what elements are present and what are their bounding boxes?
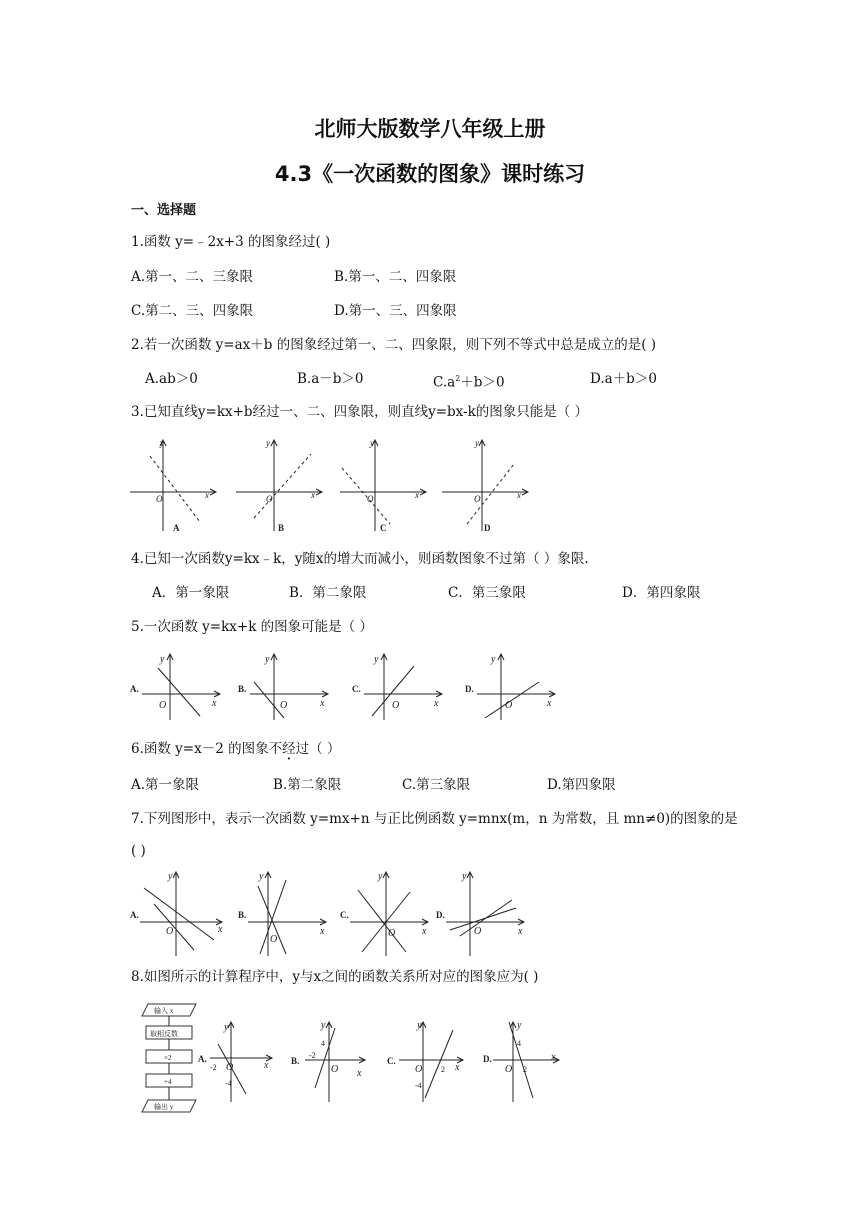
svg-text:O: O — [505, 700, 513, 711]
svg-text:x: x — [212, 698, 217, 709]
svg-text:×2: ×2 — [164, 1054, 172, 1062]
svg-text:y: y — [259, 871, 264, 882]
svg-text:x: x — [517, 490, 521, 500]
q4-option-a: A．第一象限 — [152, 585, 230, 601]
svg-text:y: y — [168, 871, 173, 882]
svg-text:x: x — [311, 490, 315, 500]
q2-option-c: $C.a^2+b>0$ — [433, 374, 505, 391]
svg-text:O: O — [388, 928, 396, 939]
svg-text:x: x — [320, 926, 325, 937]
svg-text:B.: B. — [238, 910, 247, 920]
q1-option-b: B.第一、二、四象限 — [334, 269, 457, 285]
svg-text:A.: A. — [130, 910, 139, 920]
q8-graph-c — [387, 1018, 467, 1104]
svg-text:x: x — [518, 926, 523, 937]
svg-text:-4: -4 — [225, 1079, 232, 1088]
svg-text:取相反数: 取相反数 — [150, 1030, 178, 1038]
q6-option-c: C.第三象限 — [402, 777, 471, 793]
q7-graph-b — [238, 868, 338, 958]
svg-text:x: x — [357, 1068, 362, 1079]
svg-text:-4: -4 — [415, 1081, 422, 1090]
page-title: 北师大版数学八年级上册 — [314, 117, 546, 141]
svg-text:O: O — [392, 700, 400, 711]
svg-text:C.: C. — [387, 1056, 396, 1066]
q8-stem: 8.如图所示的计算程序中，y与x之间的函数关系所对应的图象应为( ) — [131, 969, 539, 985]
svg-text:y: y — [370, 438, 374, 448]
q2-option-d: D.a＋b＞0 — [590, 371, 657, 387]
svg-text:A: A — [173, 523, 180, 533]
q2-option-b: B.a－b＞0 — [297, 371, 364, 387]
q1-stem: 1.函数 y=﹣2x+3 的图象经过( ) — [131, 234, 331, 250]
svg-text:输出 y: 输出 y — [154, 1103, 174, 1111]
svg-text:O: O — [226, 1062, 234, 1073]
svg-text:D.: D. — [436, 910, 445, 920]
svg-text:A.: A. — [198, 1054, 207, 1064]
q6-stem: 6.函数 y=x－2 的图象不经过（ ） — [131, 741, 341, 757]
q6-option-b: B.第二象限 — [273, 777, 342, 793]
q4-option-b: B．第二象限 — [289, 585, 367, 601]
q7-graph-c — [340, 868, 440, 958]
svg-text:C.: C. — [352, 684, 361, 694]
svg-text:y: y — [462, 871, 467, 882]
svg-text:y: y — [265, 654, 270, 665]
q8-graph-a — [198, 1018, 278, 1104]
svg-text:B: B — [278, 523, 285, 533]
q3-graph-a — [130, 436, 225, 534]
q5-stem: 5.一次函数 y=kx+k 的图象可能是（ ） — [131, 619, 373, 635]
svg-text:O: O — [331, 1064, 339, 1075]
svg-text:D.: D. — [483, 1054, 492, 1064]
svg-text:y: y — [491, 654, 496, 665]
q3-graph-b — [236, 436, 331, 534]
svg-text:x: x — [434, 698, 439, 709]
svg-text:O: O — [270, 934, 278, 945]
svg-text:O: O — [415, 1064, 423, 1075]
svg-text:x: x — [264, 1060, 269, 1071]
svg-text:4: 4 — [321, 1039, 325, 1048]
svg-text:y: y — [160, 654, 165, 665]
q6-option-d: D.第四象限 — [547, 777, 616, 793]
svg-text:y: y — [378, 871, 383, 882]
q7-graph-a — [130, 868, 230, 958]
q3-graph-d — [442, 436, 537, 534]
q7-stem-parens: ( ) — [131, 843, 146, 859]
svg-text:x: x — [455, 1062, 460, 1073]
q4-option-c: C．第三象限 — [448, 585, 526, 601]
svg-text:y: y — [224, 1022, 229, 1033]
svg-text:y: y — [475, 438, 479, 448]
q4-option-d: D．第四象限 — [622, 585, 701, 601]
q1-option-c: C.第二、三、四象限 — [131, 303, 254, 319]
svg-text:+4: +4 — [164, 1078, 172, 1086]
svg-text:O: O — [474, 494, 481, 504]
svg-text:x: x — [415, 490, 419, 500]
svg-text:y: y — [517, 1020, 522, 1031]
q1-option-a: A.第一、二、三象限 — [131, 269, 254, 285]
q8-flowchart — [142, 1004, 198, 1118]
svg-text:C: C — [380, 523, 387, 533]
svg-text:O: O — [280, 700, 288, 711]
svg-text:C.: C. — [340, 910, 349, 920]
svg-text:4: 4 — [517, 1039, 521, 1048]
svg-text:2: 2 — [523, 1065, 527, 1074]
svg-text:O: O — [156, 494, 163, 504]
svg-text:y: y — [417, 1020, 422, 1031]
svg-text:D.: D. — [465, 684, 474, 694]
q6-emphasis: 不经过 — [268, 741, 310, 757]
svg-text:O: O — [367, 494, 374, 504]
svg-text:B.: B. — [238, 684, 247, 694]
q3-stem: 3.已知直线y=kx+b经过一、二、四象限，则直线y=bx-k的图象只能是（ ） — [131, 404, 589, 420]
section-heading: 一、选择题 — [131, 203, 197, 218]
q3-graph-c — [340, 436, 435, 534]
q5-graph-c — [352, 650, 452, 722]
svg-text:输入 x: 输入 x — [154, 1007, 174, 1015]
svg-text:O: O — [166, 926, 174, 937]
svg-text:x: x — [218, 924, 223, 935]
svg-text:O: O — [505, 1064, 513, 1075]
svg-text:y: y — [160, 438, 164, 448]
q8-graph-b — [291, 1018, 371, 1104]
page-subtitle: 4.3《一次函数的图象》课时练习 — [274, 162, 586, 186]
q1-option-d: D.第一、三、四象限 — [334, 303, 457, 319]
svg-text:B.: B. — [291, 1056, 300, 1066]
q2-option-a: A.ab＞0 — [145, 371, 198, 387]
svg-text:D: D — [484, 523, 491, 533]
q7-graph-d — [436, 868, 536, 958]
q5-graph-a — [130, 650, 230, 722]
svg-text:O: O — [159, 700, 167, 711]
svg-text:x: x — [422, 926, 427, 937]
svg-text:x: x — [320, 698, 325, 709]
q6-option-a: A.第一象限 — [131, 777, 200, 793]
svg-text:x: x — [551, 1052, 556, 1063]
svg-text:y: y — [266, 438, 270, 448]
svg-text:y: y — [374, 654, 379, 665]
svg-text:x: x — [205, 490, 209, 500]
q4-stem: 4.已知一次函数y=kx﹣k，y随x的增大而减小，则函数图象不过第（ ）象限. — [131, 551, 589, 567]
q7-stem: 7.下列图形中，表示一次函数 y=mx+n 与正比例函数 y=mnx(m，n 为常数，且 mn≠0)的图象的是 — [131, 811, 738, 827]
svg-text:O: O — [474, 926, 482, 937]
q5-graph-d — [465, 650, 565, 722]
svg-text:A.: A. — [130, 684, 139, 694]
q2-stem: 2.若一次函数 y=ax＋b 的图象经过第一、二、四象限，则下列不等式中总是成立的是( ) — [131, 337, 657, 353]
svg-text:O: O — [266, 494, 273, 504]
q8-graph-d — [483, 1018, 563, 1104]
svg-text:x: x — [547, 698, 552, 709]
q5-graph-b — [238, 650, 338, 722]
svg-text:-2: -2 — [210, 1063, 217, 1072]
svg-text:2: 2 — [441, 1065, 445, 1074]
svg-text:y: y — [321, 1020, 326, 1031]
svg-text:-2: -2 — [309, 1051, 316, 1060]
